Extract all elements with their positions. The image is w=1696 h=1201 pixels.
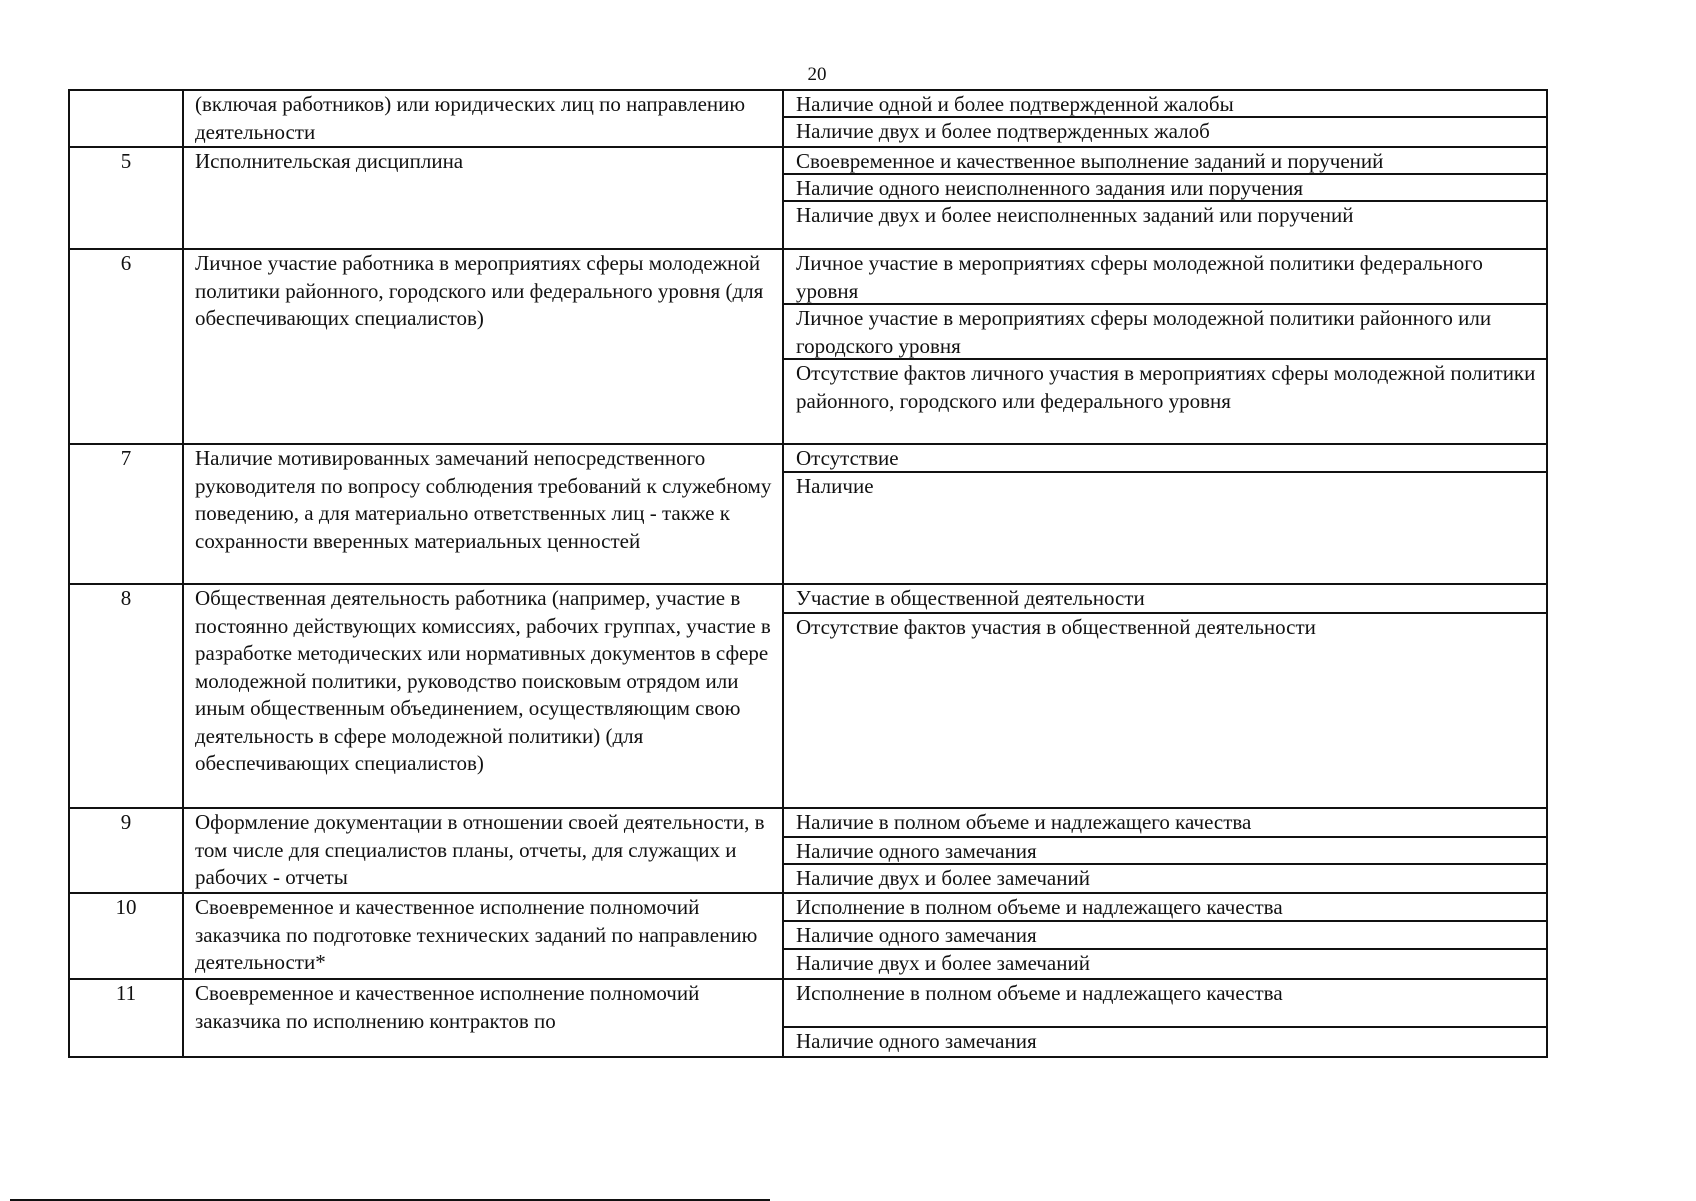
indicator: Участие в общественной деятельности — [784, 585, 1546, 614]
criterion-cell — [183, 444, 783, 584]
indicator: Личное участие в мероприятиях сферы молодежной политики районного или городского уровня — [784, 305, 1546, 360]
indicator: Наличие — [796, 474, 874, 498]
row-number: 9 — [69, 808, 183, 893]
criterion-cell — [183, 147, 783, 249]
criterion-text: Общественная деятельность работника (например, участие в постоянно действующих комиссиях, рабочих группах, участие в разработке методических или нормативных документов в сфере молодежной политики, руководство поисковым отрядом или иным общественным объединением, осуществляющим свою деятельность в сфере молодежной политики) (для обеспечивающих специалистов) — [195, 586, 771, 775]
criterion-text: (включая работников) или юридических лиц по направлению деятельности — [195, 92, 746, 144]
table-row — [69, 90, 1547, 147]
criteria-table — [68, 89, 1548, 1058]
indicator: Личное участие в мероприятиях сферы молодежной политики федерального уровня — [784, 250, 1546, 305]
criterion-text: Своевременное и качественное исполнение полномочий заказчика по исполнению контрактов по — [195, 981, 700, 1033]
criterion-cell — [183, 584, 783, 808]
indicator: Отсутствие фактов участия в общественной деятельности — [796, 615, 1316, 639]
indicator-cell — [783, 90, 1547, 147]
table-row — [69, 584, 1547, 808]
indicator-cell — [783, 808, 1547, 893]
table-row — [69, 979, 1547, 1057]
table-row — [69, 444, 1547, 584]
indicator-cell — [783, 584, 1547, 808]
indicator: Наличие одного неисполненного задания или поручения — [784, 175, 1546, 202]
indicator: Наличие одного замечания — [796, 1029, 1037, 1053]
row-number: 5 — [69, 147, 183, 249]
indicator: Наличие одного замечания — [784, 922, 1546, 950]
table-row — [69, 893, 1547, 979]
indicator-cell — [783, 249, 1547, 444]
indicator: Наличие двух и более замечаний — [796, 951, 1090, 975]
indicator: Отсутствие фактов личного участия в мероприятиях сферы молодежной политики районного, городского или федерального уровня — [796, 361, 1536, 413]
indicator-cell — [783, 147, 1547, 249]
criterion-cell — [183, 808, 783, 893]
indicator: Исполнение в полном объеме и надлежащего качества — [784, 980, 1546, 1028]
row-number: 8 — [69, 584, 183, 808]
indicator: Наличие в полном объеме и надлежащего качества — [784, 809, 1546, 838]
table-row — [69, 249, 1547, 444]
indicator: Своевременное и качественное выполнение заданий и поручений — [784, 148, 1546, 175]
criterion-text: Исполнительская дисциплина — [195, 149, 464, 173]
criterion-cell — [183, 893, 783, 979]
criterion-cell — [183, 979, 783, 1057]
criterion-text: Своевременное и качественное исполнение полномочий заказчика по подготовке технических заданий по направлению деятельности* — [195, 895, 758, 974]
row-number: 10 — [69, 893, 183, 979]
indicator: Наличие одного замечания — [784, 838, 1546, 865]
row-number — [69, 90, 183, 147]
criterion-cell — [183, 90, 783, 147]
indicator: Наличие двух и более подтвержденных жалоб — [796, 119, 1210, 143]
criterion-text: Оформление документации в отношении своей деятельности, в том числе для специалистов планы, отчеты, для служащих и рабочих - отчеты — [195, 810, 765, 889]
table-row — [69, 808, 1547, 893]
criterion-text: Личное участие работника в мероприятиях сферы молодежной политики районного, городского или федерального уровня (для обеспечивающих специалистов) — [195, 251, 764, 330]
indicator-cell — [783, 893, 1547, 979]
page-number: 20 — [807, 64, 827, 85]
table-row — [69, 147, 1547, 249]
indicator-cell — [783, 979, 1547, 1057]
indicator: Наличие двух и более неисполненных заданий или поручений — [796, 203, 1354, 227]
row-number: 11 — [69, 979, 183, 1057]
indicator: Исполнение в полном объеме и надлежащего качества — [784, 894, 1546, 922]
criterion-cell — [183, 249, 783, 444]
row-number: 6 — [69, 249, 183, 444]
indicator: Наличие двух и более замечаний — [796, 866, 1090, 890]
indicator-cell — [783, 444, 1547, 584]
indicator: Наличие одной и более подтвержденной жалобы — [784, 91, 1546, 118]
indicator: Отсутствие — [784, 445, 1546, 473]
criterion-text: Наличие мотивированных замечаний непосредственного руководителя по вопросу соблюдения требований к служебному поведению, а для материально ответственных лиц - также к сохранности вверенных материальных ценностей — [195, 446, 772, 553]
row-number: 7 — [69, 444, 183, 584]
